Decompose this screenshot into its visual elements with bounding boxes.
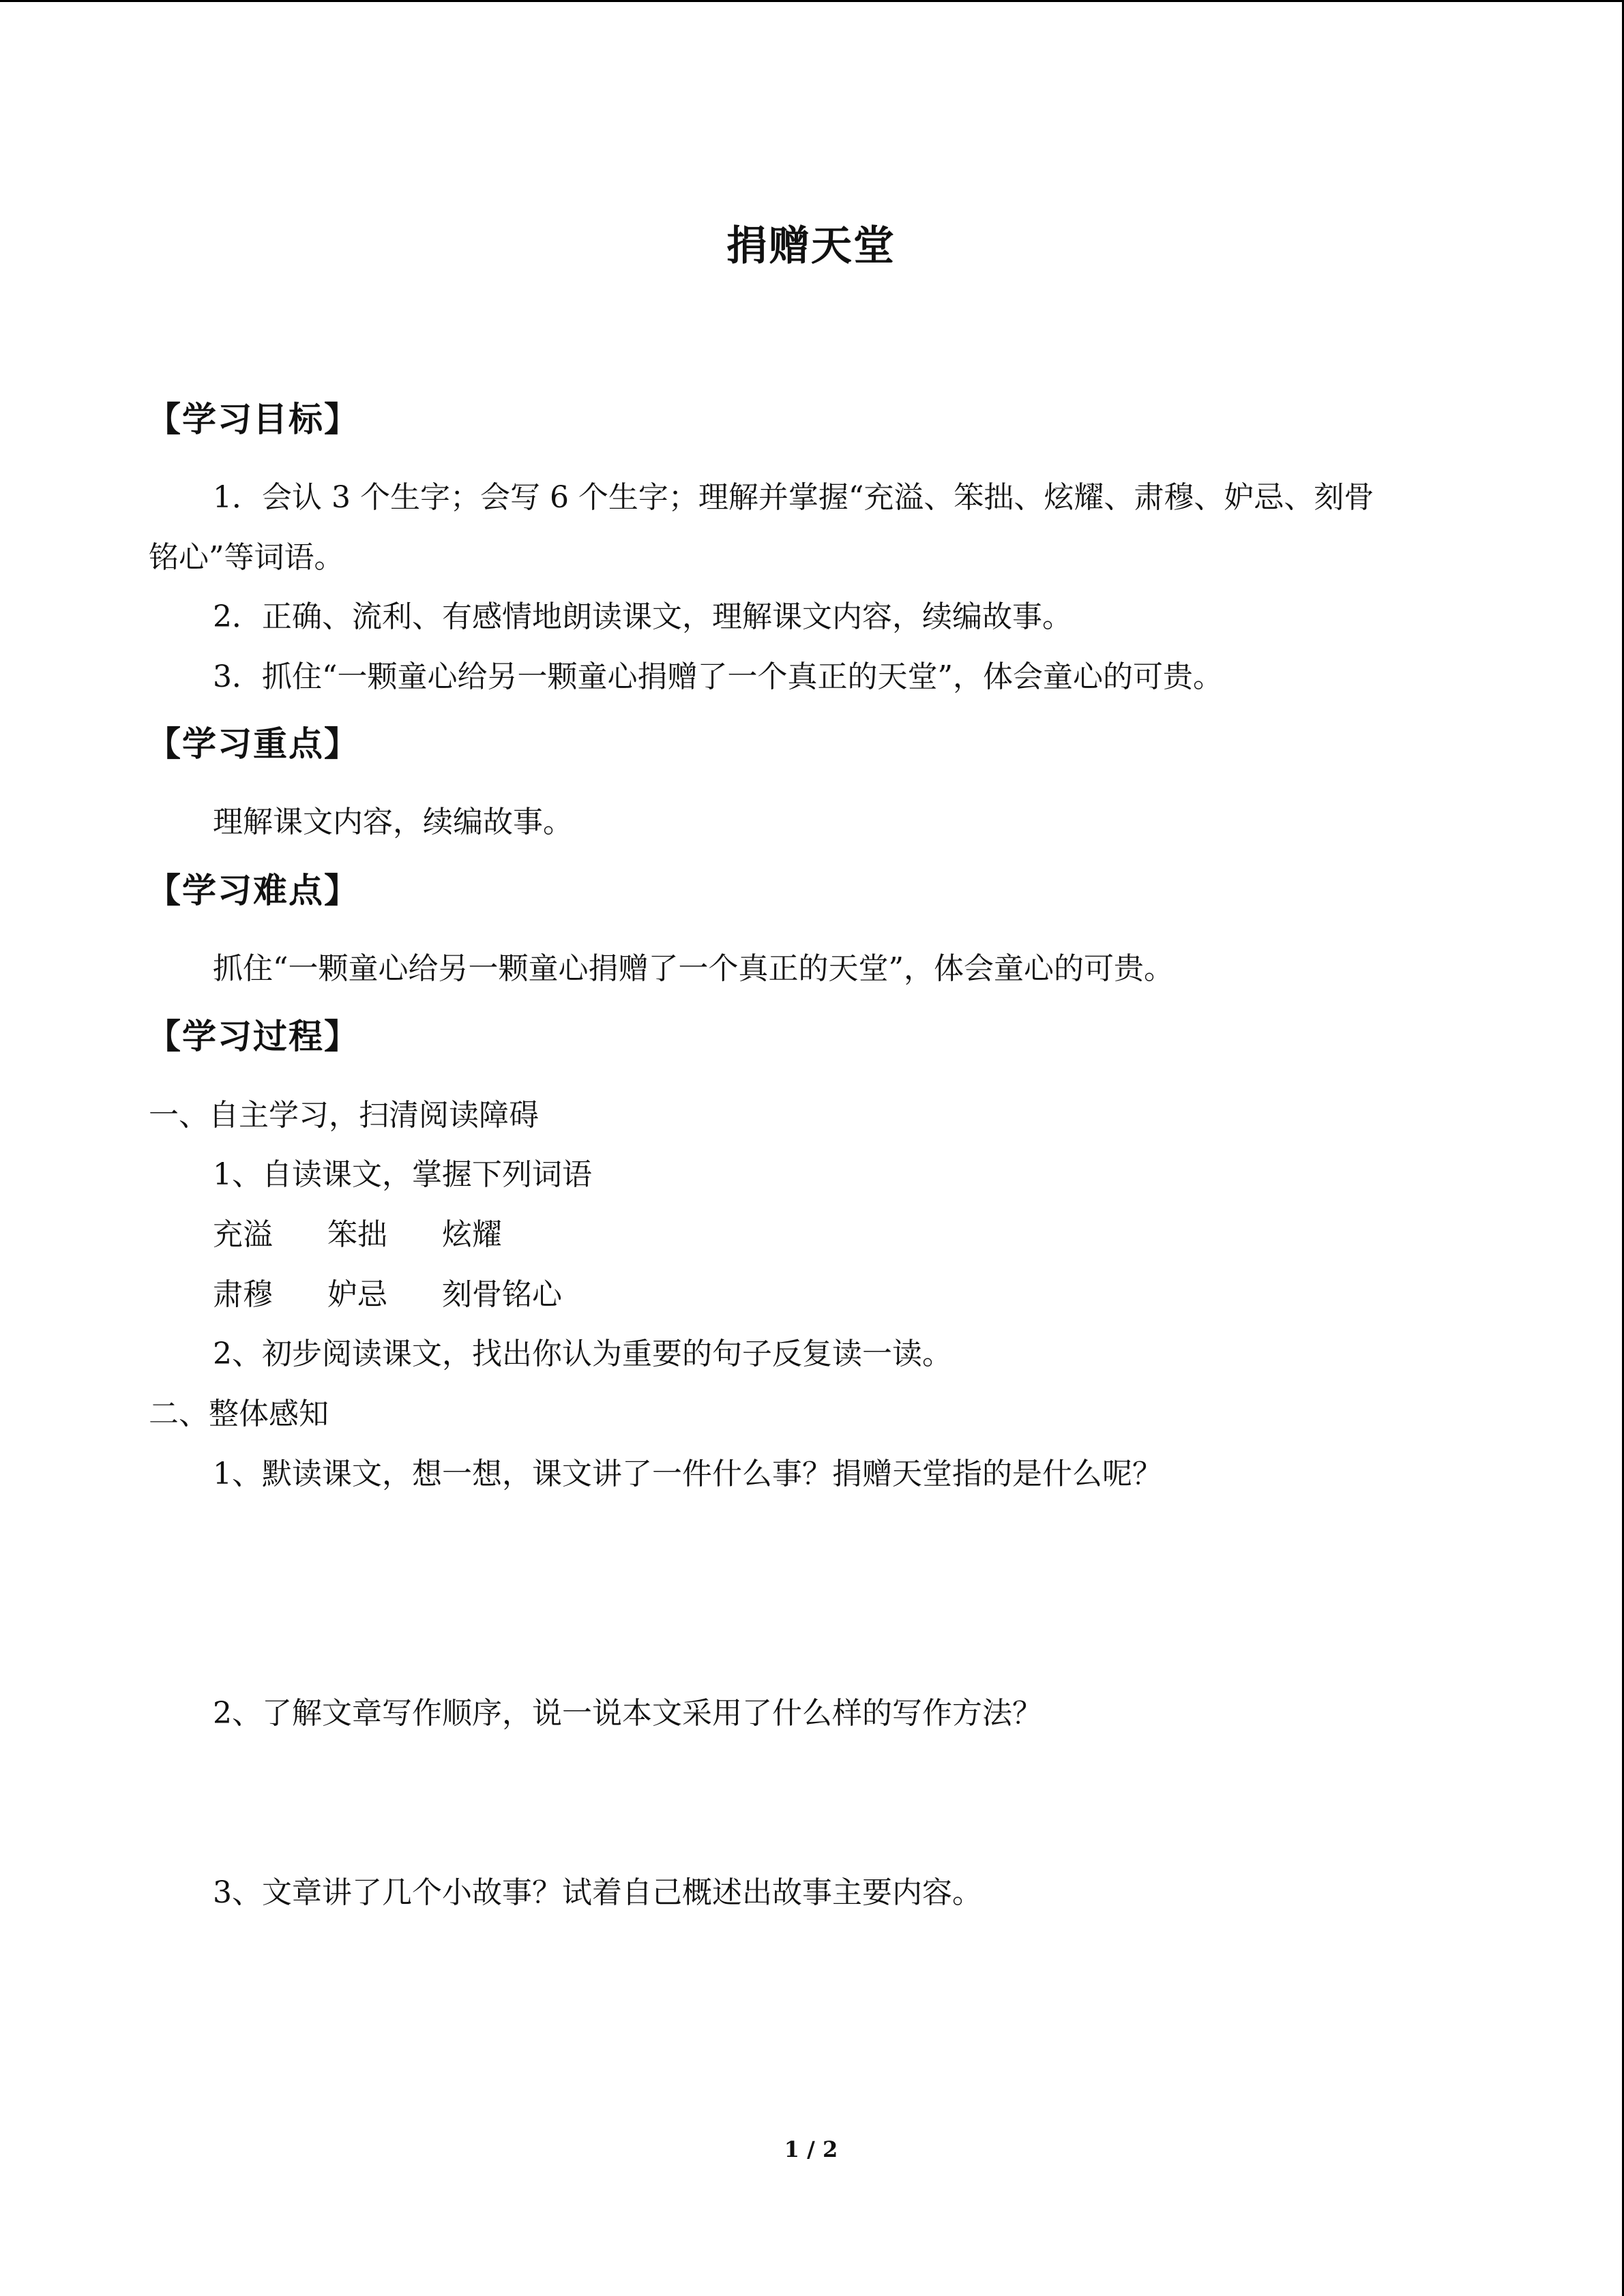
difficulties-heading: 【学习难点】	[147, 871, 359, 910]
vocabulary-word: 炫耀	[442, 1217, 502, 1252]
vocabulary-row-2	[213, 1274, 562, 1315]
goal-item-1: 1．会认 3 个生字；会写 6 个生字；理解并掌握“充溢、笨拙、炫耀、肃穆、妒忌、刻骨	[213, 480, 1374, 515]
process-part1-item2: 2、初步阅读课文，找出你认为重要的句子反复读一读。	[213, 1337, 952, 1371]
vocabulary-word: 笨拙	[327, 1217, 387, 1252]
process-part2-item2: 2、了解文章写作顺序，说一说本文采用了什么样的写作方法？	[213, 1696, 1042, 1731]
key-points-text: 理解课文内容，续编故事。	[213, 805, 573, 839]
goals-heading: 【学习目标】	[147, 400, 359, 439]
process-part2-item1: 1、默读课文，想一想，课文讲了一件什么事？捐赠天堂指的是什么呢？	[213, 1457, 1162, 1491]
goal-item-2: 2．正确、流利、有感情地朗读课文，理解课文内容，续编故事。	[213, 599, 1072, 634]
goal-item-1-continued: 铭心”等词语。	[149, 540, 344, 575]
process-heading: 【学习过程】	[147, 1017, 359, 1056]
process-part1-title: 一、自主学习，扫清阅读障碍	[149, 1098, 539, 1133]
vocabulary-row-1	[213, 1214, 502, 1255]
process-part1-item1: 1、自读课文，掌握下列词语	[213, 1157, 592, 1192]
process-part2-item3: 3、文章讲了几个小故事？试着自己概述出故事主要内容。	[213, 1875, 982, 1910]
page-title: 捐赠天堂	[726, 222, 896, 270]
difficulties-text: 抓住“一颗童心给另一颗童心捐赠了一个真正的天堂”，体会童心的可贵。	[213, 951, 1174, 986]
vocabulary-word: 妒忌	[327, 1277, 387, 1312]
key-points-heading: 【学习重点】	[147, 724, 359, 764]
vocabulary-word: 刻骨铭心	[442, 1277, 562, 1312]
process-part2-title: 二、整体感知	[149, 1397, 329, 1431]
goal-item-3: 3．抓住“一颗童心给另一颗童心捐赠了一个真正的天堂”，体会童心的可贵。	[213, 659, 1223, 694]
vocabulary-word: 肃穆	[213, 1277, 273, 1312]
page-number: 1 / 2	[784, 2136, 838, 2162]
vocabulary-word: 充溢	[213, 1217, 273, 1252]
